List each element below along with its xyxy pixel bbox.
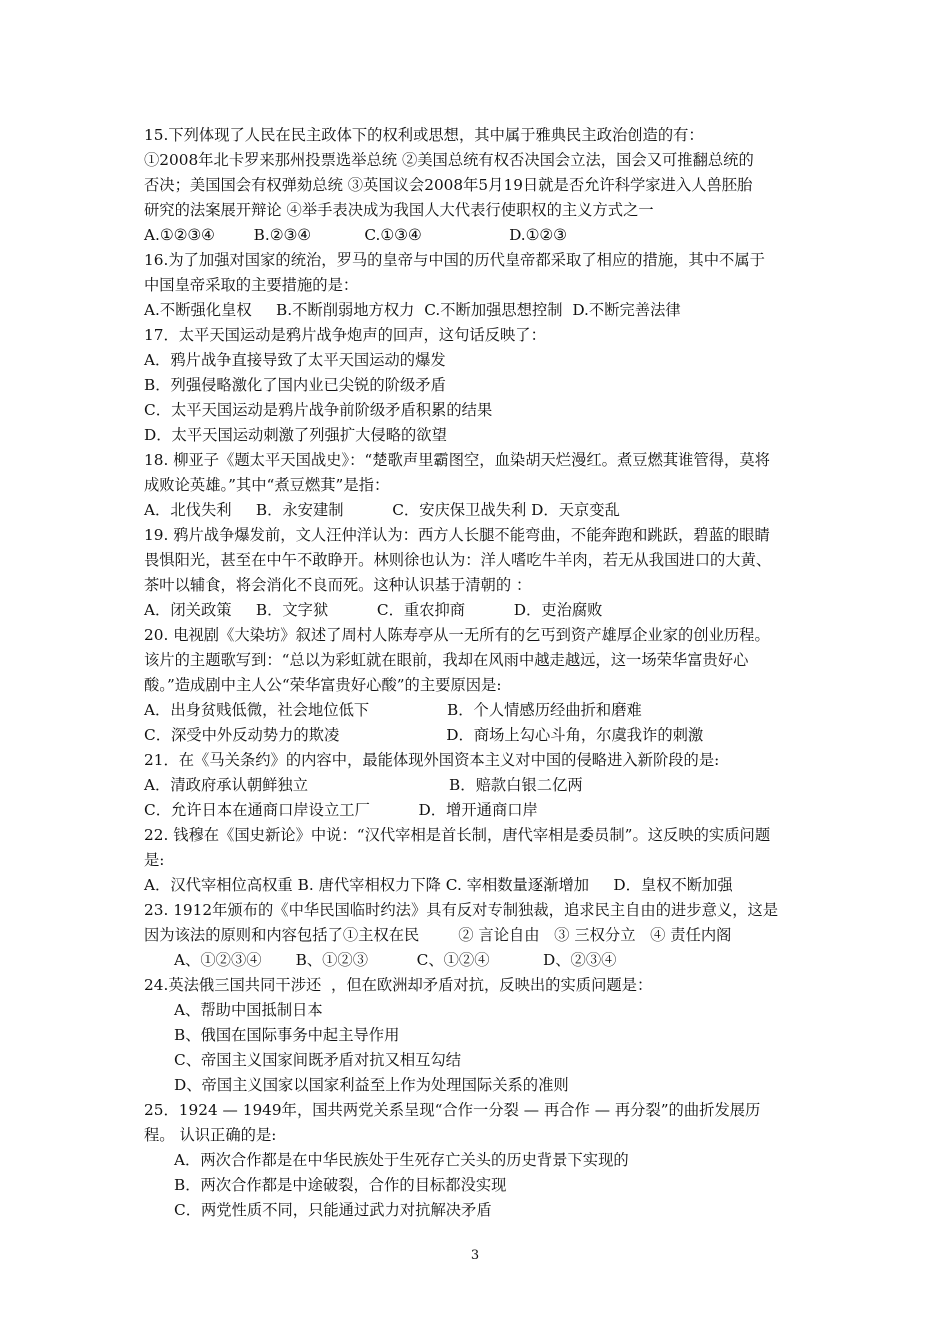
question-stem-line: 成败论英雄。”其中“煮豆燃萁”是指： bbox=[144, 476, 390, 494]
answer-option-line: A.不断强化皇权 B.不断削弱地方权力 C.不断加强思想控制 D.不断完善法律 bbox=[144, 301, 681, 319]
question-stem-line: 17．太平天国运动是鸦片战争炮声的回声，这句话反映了： bbox=[144, 326, 546, 344]
question-block bbox=[144, 448, 816, 523]
question-stem-line: 25．1924 — 1949年，国共两党关系呈现“合作一分裂 — 再合作 — 再分裂”的曲折发展历 bbox=[144, 1101, 761, 1119]
question-stem-line: 茶叶以辅食，将会消化不良而死。这种认识基于清朝的 ： bbox=[144, 576, 532, 594]
question-list bbox=[144, 123, 816, 1223]
question-stem-line: 20. 电视剧《大染坊》叙述了周村人陈寿亭从一无所有的乞丐到资产雄厚企业家的创业历程。 bbox=[144, 626, 770, 644]
question-stem-line: 是: bbox=[144, 851, 165, 869]
answer-option-line: B．列强侵略激化了国内业已尖锐的阶级矛盾 bbox=[144, 376, 446, 394]
question-block bbox=[144, 1098, 816, 1223]
question-stem-line: ①2008年北卡罗来那州投票选举总统 ②美国总统有权否决国会立法，国会又可推翻总统的 bbox=[144, 151, 754, 169]
page-number: 3 bbox=[470, 1248, 480, 1263]
question-stem-line: 19. 鸦片战争爆发前，文人汪仲洋认为：西方人长腿不能弯曲，不能奔跑和跳跃，碧蓝的眼睛 bbox=[144, 526, 770, 544]
question-block bbox=[144, 898, 816, 973]
question-stem-line: 因为该法的原则和内容包括了①主权在民 ② 言论自由 ③ 三权分立 ④ 责任内阁 bbox=[144, 926, 732, 944]
question-block bbox=[144, 323, 816, 448]
answer-option-line: C．两党性质不同，只能通过武力对抗解决矛盾 bbox=[174, 1201, 492, 1219]
answer-option-line: A．闭关政策 B．文字狱 C．重农抑商 D．吏治腐败 bbox=[144, 601, 603, 619]
answer-option-line: A、①②③④ B、①②③ C、①②④ D、②③④ bbox=[174, 951, 617, 969]
answer-option-line: A．出身贫贱低微，社会地位低下 B．个人情感历经曲折和磨难 bbox=[144, 701, 642, 719]
question-stem-line: 24.英法俄三国共同干涉还 ，但在欧洲却矛盾对抗，反映出的实质问题是： bbox=[144, 976, 653, 994]
question-stem-line: 16.为了加强对国家的统治，罗马的皇帝与中国的历代皇帝都采取了相应的措施，其中不属于 bbox=[144, 251, 765, 269]
question-stem-line: 畏惧阳光，甚至在中午不敢睁开。林则徐也认为：洋人嗜吃牛羊肉，若无从我国进口的大黄、 bbox=[144, 551, 772, 569]
answer-option-line: B．两次合作都是中途破裂，合作的目标都没实现 bbox=[174, 1176, 507, 1194]
question-stem-line: 22. 钱穆在《国史新论》中说：“汉代宰相是首长制，唐代宰相是委员制”。这反映的实质问题 bbox=[144, 826, 771, 844]
question-stem-line: 该片的主题歌写到：“总以为彩虹就在眼前，我却在风雨中越走越远，这一场荣华富贵好心 bbox=[144, 651, 749, 669]
answer-option-line: B、俄国在国际事务中起主导作用 bbox=[174, 1026, 400, 1044]
answer-option-line: A、帮助中国抵制日本 bbox=[174, 1001, 323, 1019]
question-stem-line: 研究的法案展开辩论 ④举手表决成为我国人大代表行使职权的主义方式之一 bbox=[144, 201, 654, 219]
question-block bbox=[144, 248, 816, 323]
answer-option-line: A．两次合作都是在中华民族处于生死存亡关头的历史背景下实现的 bbox=[174, 1151, 629, 1169]
answer-option-line: C、帝国主义国家间既矛盾对抗又相互勾结 bbox=[174, 1051, 462, 1069]
answer-option-line: D．太平天国运动刺激了列强扩大侵略的欲望 bbox=[144, 426, 447, 444]
answer-option-line: A．鸦片战争直接导致了太平天国运动的爆发 bbox=[144, 351, 446, 369]
question-stem-line: 23. 1912年颁布的《中华民国临时约法》具有反对专制独裁，追求民主自由的进步意义，这是 bbox=[144, 901, 779, 919]
answer-option-line: A．北伐失利 B．永安建制 C．安庆保卫战失利 D．天京变乱 bbox=[144, 501, 620, 519]
answer-option-line: C．允许日本在通商口岸设立工厂 D．增开通商口岸 bbox=[144, 801, 538, 819]
question-stem-line: 21．在《马关条约》的内容中，最能体现外国资本主义对中国的侵略进入新阶段的是: bbox=[144, 751, 720, 769]
question-stem-line: 酸。”造成剧中主人公“荣华富贵好心酸”的主要原因是: bbox=[144, 676, 502, 694]
question-stem-line: 18. 柳亚子《题太平天国战史》：“楚歌声里霸图空，血染胡天烂漫红。煮豆燃萁谁管得，莫将 bbox=[144, 451, 770, 469]
answer-option-line: C．太平天国运动是鸦片战争前阶级矛盾积累的结果 bbox=[144, 401, 493, 419]
question-stem-line: 程。 认识正确的是: bbox=[144, 1126, 277, 1144]
question-stem-line: 中国皇帝采取的主要措施的是： bbox=[144, 276, 359, 294]
question-block bbox=[144, 823, 816, 898]
question-block bbox=[144, 623, 816, 748]
question-block bbox=[144, 523, 816, 623]
question-block bbox=[144, 748, 816, 823]
answer-option-line: D、帝国主义国家以国家利益至上作为处理国际关系的准则 bbox=[174, 1076, 569, 1094]
answer-option-line: A．汉代宰相位高权重 B. 唐代宰相权力下降 C. 宰相数量逐渐增加 D．皇权不断加强 bbox=[144, 876, 733, 894]
question-block bbox=[144, 973, 816, 1098]
question-stem-line: 15.下列体现了人民在民主政体下的权利或思想，其中属于雅典民主政治创造的有： bbox=[144, 126, 704, 144]
answer-option-line: A.①②③④ B.②③④ C.①③④ D.①②③ bbox=[144, 226, 567, 244]
answer-option-line: C．深受中外反动势力的欺凌 D．商场上勾心斗角，尔虞我诈的刺激 bbox=[144, 726, 704, 744]
question-block bbox=[144, 123, 816, 248]
question-stem-line: 否决；美国国会有权弹劾总统 ③英国议会2008年5月19日就是否允许科学家进入人兽胚胎 bbox=[144, 176, 753, 194]
answer-option-line: A．清政府承认朝鲜独立 B．赔款白银二亿两 bbox=[144, 776, 583, 794]
